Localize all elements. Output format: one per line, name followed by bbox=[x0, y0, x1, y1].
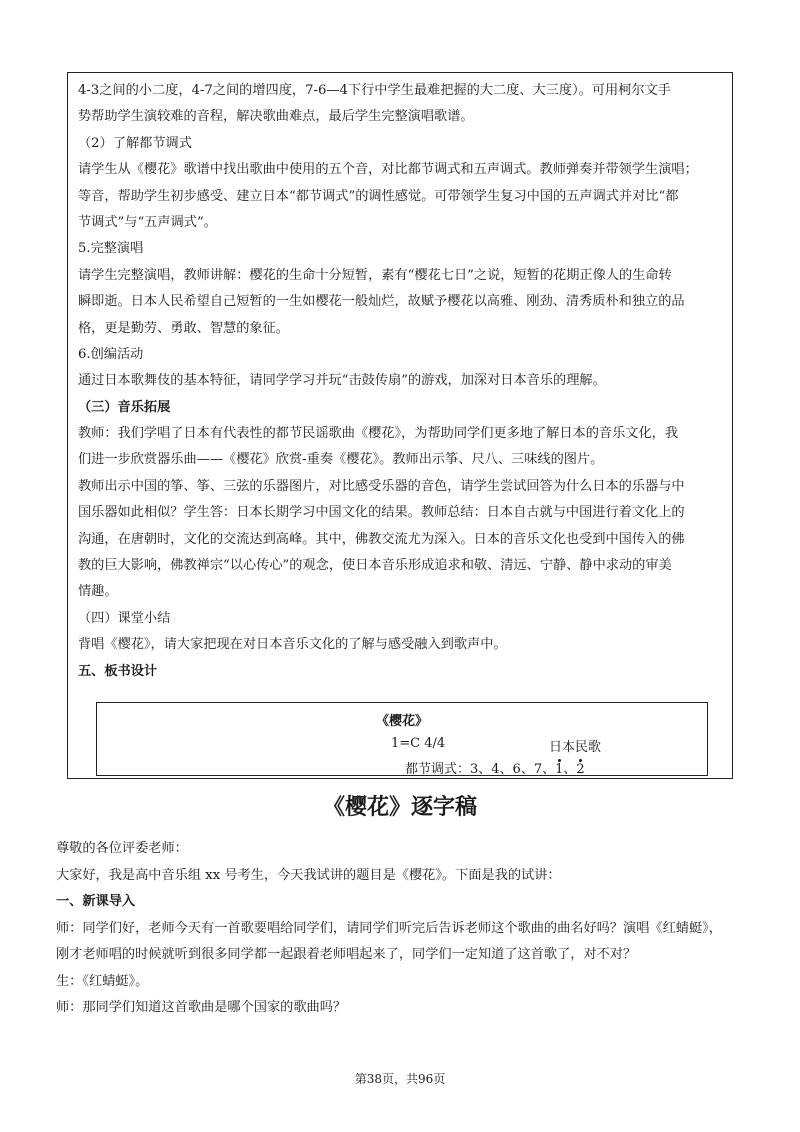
lesson-line: 4-3之间的小二度，4-7之间的增四度，7-6—4下行中学生最难把握的大二度、大三度）。可用柯尔文手 bbox=[78, 83, 671, 98]
lesson-line: 教师：我们学唱了日本有代表性的都节民谣歌曲《樱花》，为帮助同学们更多地了解日本的音乐文化，我 bbox=[78, 426, 679, 442]
lesson-line: 教的巨大影响，佛教禅宗“以心传心”的观念，使日本音乐形成追求和敬、清远、宁静、静中求动的审美 bbox=[78, 558, 672, 574]
transcript-text-block bbox=[56, 836, 756, 1022]
lesson-line: 情趣。 bbox=[78, 584, 118, 600]
transcript-line: 尊敬的各位评委老师： bbox=[56, 841, 188, 856]
lesson-text-block bbox=[78, 78, 728, 685]
scale-separator: 、 bbox=[563, 762, 577, 777]
transcript-line: 大家好，我是高中音乐组 xx 号考生，今天我试讲的题目是《樱花》。下面是我的试讲： bbox=[56, 867, 561, 883]
blackboard-design-box bbox=[96, 702, 708, 776]
lesson-line: 教师出示中国的筝、筝、三弦的乐器图片，对比感受乐器的音色，请学生尝试回答为什么日本的乐器与中 bbox=[78, 478, 685, 494]
lesson-line: 背唱《樱花》，请大家把现在对日本音乐文化的了解与感受融入到歌声中。 bbox=[78, 637, 507, 653]
board-title: 《樱花》 bbox=[375, 714, 428, 729]
board-origin: 日本民歌 bbox=[549, 740, 602, 755]
transcript-line: 生：《红蜻蜓》。 bbox=[56, 973, 149, 989]
section-heading: 一、新课导入 bbox=[56, 894, 136, 909]
lesson-line: 通过日本歌舞伎的基本特征，请同学学习并玩“击鼓传扇”的游戏，加深对日本音乐的理解。 bbox=[78, 373, 606, 389]
subheading: （2）了解都节调式 bbox=[78, 135, 192, 151]
transcript-line: 师：同学们好，老师今天有一首歌要唱给同学们，请同学们听完后告诉老师这个歌曲的曲名好吗？演唱《红蜻蜓》， bbox=[56, 920, 722, 936]
lesson-line: 请学生完整演唱，教师讲解：樱花的生命十分短暂，素有“樱花七日”之说，短暂的花期正像人的生命转 bbox=[78, 267, 672, 283]
section-heading: （三）音乐拓展 bbox=[78, 399, 171, 415]
scale-high-note-2: 2 bbox=[576, 762, 585, 777]
lesson-line: 势帮助学生演较难的音程，解决歌曲难点，最后学生完整演唱歌谱。 bbox=[78, 109, 474, 125]
transcript-line: 师：那同学们知道这首歌曲是哪个国家的歌曲吗？ bbox=[56, 1000, 347, 1015]
lesson-line: 节调式”与“五声调式”。 bbox=[78, 214, 217, 230]
subheading: 6.创编活动 bbox=[78, 346, 144, 362]
lesson-line: 国乐器如此相似？学生答：日本长期学习中国文化的结果。教师总结：日本自古就与中国进行着文化上的 bbox=[78, 505, 685, 521]
lesson-line: 格，更是勤劳、勇敢、智慧的象征。 bbox=[78, 320, 289, 336]
scale-high-note-1: 1 bbox=[555, 762, 564, 777]
lesson-line: 沟通，在唐朝时，文化的交流达到高峰。其中，佛教交流尤为深入。日本的音乐文化也受到中国传入的佛 bbox=[78, 531, 685, 547]
board-key-signature: 1=C 4/4 bbox=[391, 736, 446, 751]
page-number: 第38页，共96页 bbox=[354, 1072, 446, 1086]
lesson-line: 瞬即逝。日本人民希望自己短暂的一生如樱花一般灿烂，故赋予樱花以高雅、刚劲、清秀质朴和独立的品 bbox=[78, 294, 685, 310]
subheading: 5.完整演唱 bbox=[78, 241, 144, 257]
board-scale bbox=[405, 758, 585, 777]
transcript-line: 刚才老师唱的时候就听到很多同学都一起跟着老师唱起来了，同学们一定知道了这首歌了，对不对？ bbox=[56, 947, 637, 962]
transcript-title: 《樱花》逐字稿 bbox=[322, 795, 477, 820]
lesson-line: 们进一步欣赏器乐曲——《樱花》欣赏-重奏《樱花》。教师出示筝、尺八、三味线的图片。 bbox=[78, 452, 604, 468]
section-heading: 五、板书设计 bbox=[78, 663, 158, 679]
lesson-line: 等音，帮助学生初步感受、建立日本“都节调式”的调性感觉。可带领学生复习中国的五声调式并对比“都 bbox=[78, 188, 679, 204]
scale-prefix: 都节调式：3、4、6、7、 bbox=[405, 762, 556, 777]
lesson-line: 请学生从《樱花》歌谱中找出歌曲中使用的五个音，对比都节调式和五声调式。教师弹奏并带领学生演唱； bbox=[78, 162, 698, 178]
subheading: （四）课堂小结 bbox=[78, 610, 171, 626]
